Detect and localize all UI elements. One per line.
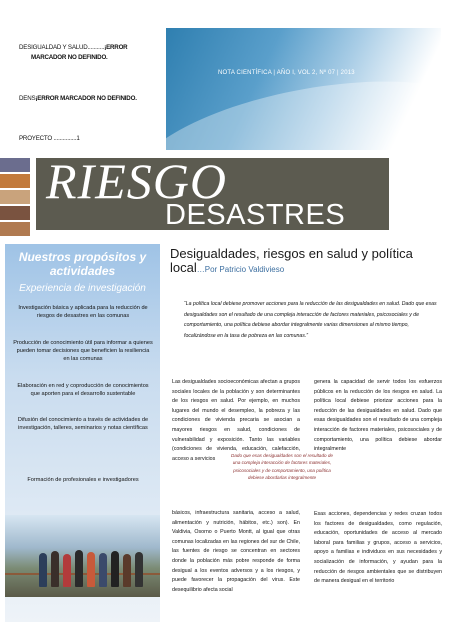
sidebar-item: Formación de profesionales e investigadores <box>27 477 139 483</box>
article-column-2: genera la capacidad de servir todos los esfuerzos públicos en la reducción de los riesgos en salud. La política local debiese priorizar acciones para la reducción de las desigualdades en salud. Dado que esas desigualdades son el resultado de una compleja interacción de factores materiales, psicosociales y de comportamiento, una política debiese abordar integralmente <box>314 379 442 453</box>
photo-person <box>39 553 47 587</box>
sidebar-item: Difusión del conocimiento a través de actividades de investigación, talleres, seminarios y notas científicas <box>17 417 149 431</box>
article-title <box>170 247 445 277</box>
issue-info: NOTA CIENTÍFICA | AÑO I, VOL 2, Nº 07 | 2013 <box>218 70 355 76</box>
toc-label: DENS <box>19 95 36 102</box>
sidebar-item: Producción de conocimiento útil para informar a quienes pueden tomar decisiones que beneficien la resiliencia en las comunas <box>13 340 153 362</box>
photo-person <box>63 554 71 587</box>
pull-quote: Dado que esas desigualdades son el resultado de una compleja interacción de factores materiales, psicosociales y de comportamiento, una política debiese abordarlas integralmente <box>231 453 333 481</box>
color-swatch <box>0 190 30 204</box>
toc-line-proyecto[interactable]: PROYECTO ...............1 <box>19 135 80 142</box>
photo-person <box>87 552 95 587</box>
toc-error-cont: MARCADOR NO DEFINIDO. <box>31 54 108 61</box>
sidebar-item: Investigación básica y aplicada para la reducción de riesgos de desastres en las comunas <box>18 305 148 319</box>
color-swatch <box>0 206 30 220</box>
title-riesgo: RIESGO <box>46 153 227 209</box>
article-column-1-text: Las desigualdades socioeconómicas afectan a grupos sociales locales de la población y son determinantes de los riesgos en salud. Por ejemplo, en muchos lugares del mundo el desempleo, la pobreza y las condiciones de vivienda precaria se asocian a mayores riesgos en salud, condiciones de vulnerabilidad y exposición. Tanto las variables (condiciones de vivienda, educación, calefacción, acceso a servicios <box>172 379 300 462</box>
toc-label: DESIGUALDAD Y SALUD........... <box>19 44 105 51</box>
photo-person <box>135 552 143 587</box>
photo-person <box>51 551 59 587</box>
article-author: …Por Patricio Valdivieso <box>196 265 285 274</box>
toc-line-desigualdad-cont <box>31 54 108 62</box>
color-swatch <box>0 158 30 172</box>
toc-line-dens[interactable] <box>19 95 137 103</box>
group-photo <box>5 515 160 597</box>
article-quote: “La política local debiese promover acciones para la reducción de las desigualdades en salud. Dado que esas desigualdades son el resultado de una compleja interacción de factores materiales, psicosociales y de comportamiento, una política debiese abordar integralmente varias dimensiones al mismo tiempo, focalizándose en la tasa de pobreza en las comunas.” <box>184 301 437 339</box>
color-swatch <box>0 222 30 236</box>
sidebar-item: Elaboración en red y coproducción de conocimientos que aporten para el desarrollo sustentable <box>17 383 149 397</box>
color-swatch <box>0 174 30 188</box>
toc-line-desigualdad[interactable] <box>19 44 127 52</box>
photo-person <box>99 553 107 587</box>
article-column-1b: básicos, infraestructura sanitaria, acceso a salud, alimentación y nutrición, hábitos, etc.) son). En Valdivia, Osorno o Puerto Montt, al igual que otras comunas localizadas en las regiones del sur de Chile, las fuentes de riesgo se concentran en sectores donde la población más pobre responde de forma desigual a los eventos adversos y a los riesgos, y puede favorecer la propagación del virus. Este desequilibrio afecta social <box>172 510 300 593</box>
photo-person <box>111 551 119 587</box>
sidebar-heading: Nuestros propósitos y actividades <box>18 250 147 278</box>
toc-error: ¡ERROR MARCADOR NO DEFINIDO. <box>35 95 137 102</box>
title-desastres: DESASTRES <box>165 199 346 231</box>
header-toc <box>0 0 166 160</box>
photo-person <box>123 554 131 587</box>
toc-error: ¡ERROR <box>104 44 128 51</box>
sidebar-subheading: Experiencia de investigación <box>19 283 146 294</box>
article-title-text: Desigualdades, riesgos en salud y política local <box>170 246 413 275</box>
header-banner <box>166 28 441 150</box>
photo-person <box>75 550 83 587</box>
article-column-2b: Esas acciones, dependencias y redes cruzan todos los factores de desigualdades, como regulación, educación, oportunidades de acceso al mercado laboral para familias y grupos, acceso a servicios, apoyo a familias e individuos en sus necesidades y socialización de información, y ayudan para la reducción de riesgos ambientales que se distribuyen de manera desigual en el territorio <box>314 511 442 585</box>
